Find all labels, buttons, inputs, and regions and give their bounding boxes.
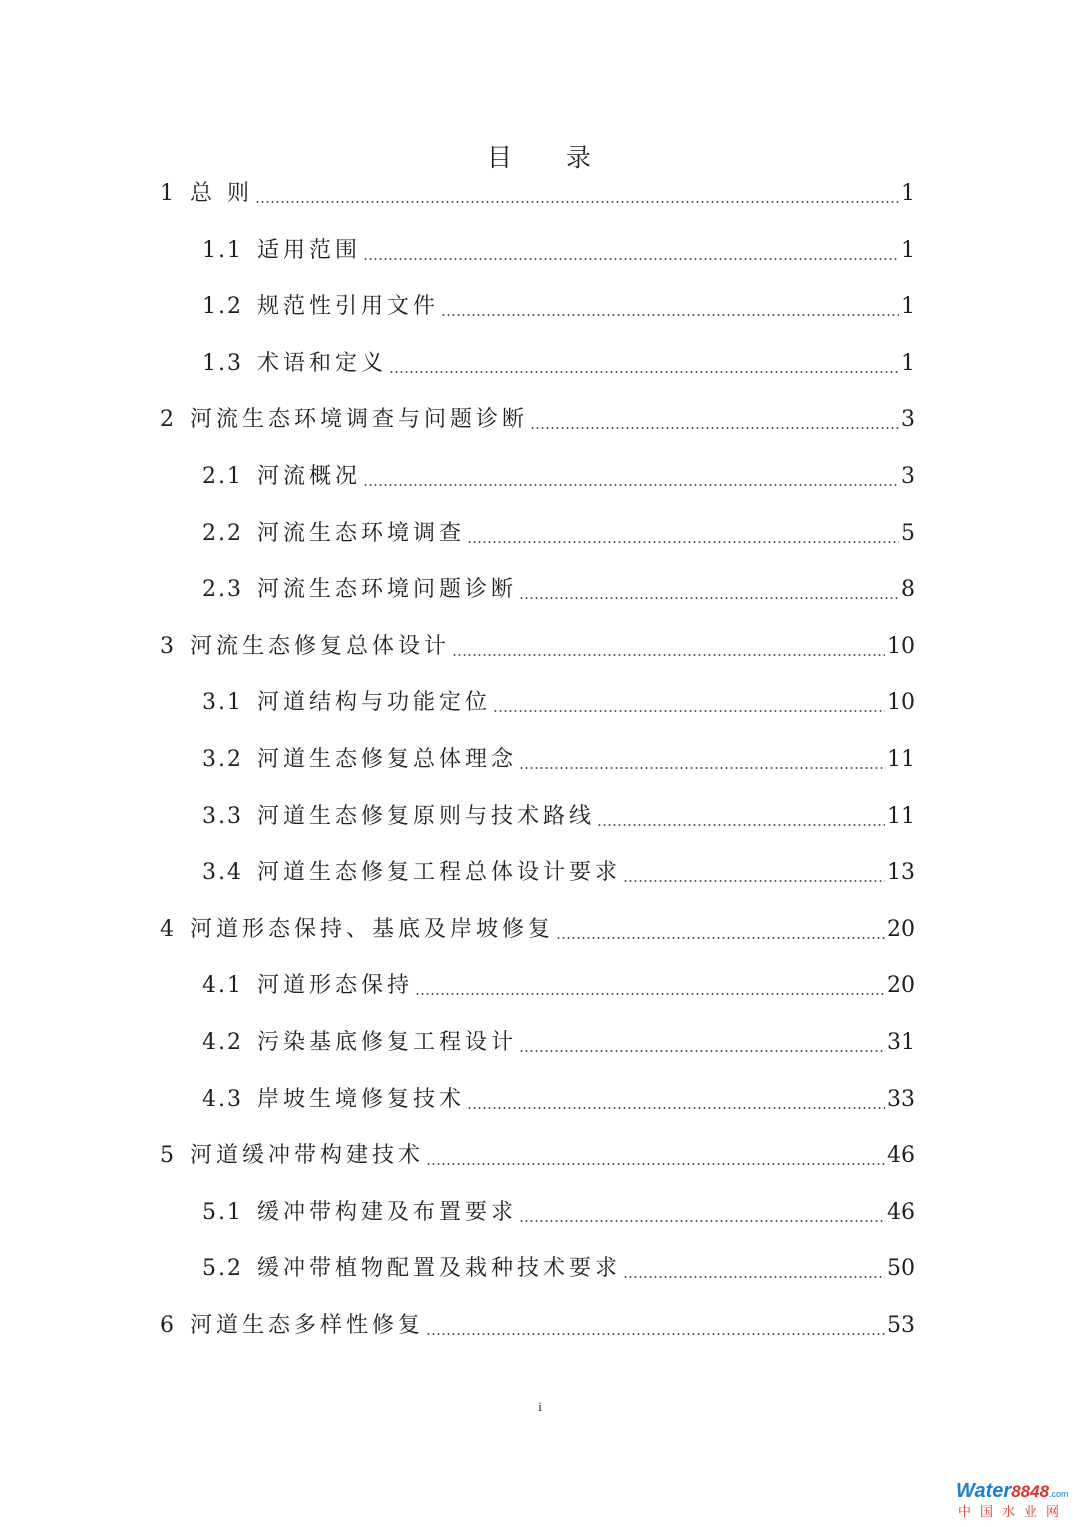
toc-entry-text: 河道生态修复工程总体设计要求: [257, 860, 622, 886]
toc-title: [0, 138, 1080, 174]
toc-leader-dots: [467, 1107, 885, 1109]
toc-entry-number: 3: [160, 633, 176, 659]
toc-leader-dots: [597, 824, 885, 826]
toc-entry-text: 河道生态多样性修复: [190, 1313, 425, 1338]
toc-leader-dots: [363, 484, 899, 486]
toc-entry-page: 20: [887, 916, 915, 942]
toc-entry[interactable]: [202, 795, 915, 839]
toc-entry-text: 缓冲带构建及布置要求: [257, 1199, 518, 1225]
toc-entry-number: 4: [160, 916, 176, 942]
toc-entry-page: 1: [901, 350, 915, 376]
toc-entry-number: 3.1: [202, 690, 243, 716]
toc-entry-page: 1: [901, 294, 915, 320]
toc-entry-number: 5.2: [202, 1256, 243, 1282]
watermark-logo-suffix: .com: [1049, 1489, 1069, 1499]
toc-entry[interactable]: [202, 1021, 915, 1065]
toc-entry[interactable]: [160, 172, 915, 216]
toc-entry[interactable]: [202, 851, 915, 895]
toc-entry-page: 46: [887, 1143, 915, 1169]
toc-entry-page: 1: [901, 237, 915, 263]
watermark-logo: [956, 1480, 1074, 1522]
watermark-logo-mark: [956, 1480, 1074, 1505]
toc-leader-dots: [623, 880, 885, 882]
footer-page-number: i: [538, 1399, 542, 1414]
toc-leader-dots: [363, 258, 899, 260]
toc-entry-page: 10: [887, 690, 915, 716]
toc-leader-dots: [467, 541, 899, 543]
toc-entry-page: 20: [887, 973, 915, 999]
toc-entry-page: 5: [901, 520, 915, 546]
toc-entry-page: 8: [901, 577, 915, 603]
toc-leader-dots: [519, 1220, 885, 1222]
toc-entry-text: 河道缓冲带构建技术: [190, 1143, 425, 1169]
toc-title-right: 录: [566, 143, 594, 172]
toc-entry-number: 4.1: [202, 973, 243, 999]
toc-entry[interactable]: [160, 398, 915, 442]
toc-entry-page: 31: [887, 1030, 915, 1055]
toc-title-left: 目: [486, 143, 514, 172]
toc-entry-page: 11: [887, 803, 915, 829]
toc-entry-text: 河道形态保持: [257, 973, 414, 999]
toc-entry-number: 5.1: [202, 1199, 243, 1225]
toc-leader-dots: [530, 427, 899, 429]
watermark-logo-number: 8848: [1011, 1482, 1050, 1501]
toc-leader-dots: [556, 937, 885, 939]
toc-entry-page: 10: [887, 633, 915, 659]
toc-entry-number: 6: [160, 1313, 176, 1338]
toc-entry[interactable]: [202, 342, 915, 386]
toc-entry[interactable]: [202, 681, 915, 725]
toc-entry-text: 河流生态环境调查与问题诊断: [190, 407, 529, 433]
toc-entry-page: 33: [887, 1086, 915, 1112]
toc-entry-page: 1: [901, 181, 915, 206]
toc-entry-text: 术语和定义: [257, 350, 388, 376]
toc-entry[interactable]: [202, 455, 915, 499]
toc-leader-dots: [452, 654, 885, 656]
toc-entry-text: 河道生态修复总体理念: [257, 747, 518, 772]
toc-entry[interactable]: [202, 229, 915, 273]
toc-entry-number: 2.1: [202, 464, 243, 489]
toc-entry-text: 河流生态环境调查: [257, 520, 466, 546]
toc-leader-dots: [519, 1050, 885, 1052]
toc-entry-number: 1: [160, 181, 176, 206]
toc-leader-dots: [519, 597, 899, 599]
toc-entry[interactable]: [160, 1304, 915, 1348]
toc-entry-number: 2.3: [202, 577, 243, 603]
toc-leader-dots: [415, 993, 885, 995]
watermark-subtitle: 中国水业网: [958, 1505, 1069, 1520]
toc-entry-text: 河道形态保持、基底及岸坡修复: [190, 916, 555, 942]
toc-entry-number: 1.1: [202, 237, 243, 263]
toc-leader-dots: [426, 1333, 885, 1335]
toc-entry-text: 河道生态修复原则与技术路线: [257, 803, 596, 829]
toc-entry-text: 河流生态修复总体设计: [190, 633, 451, 659]
toc-entry-number: 3.4: [202, 860, 243, 886]
toc-entry-number: 2.2: [202, 520, 243, 546]
toc-entry-number: 1.2: [202, 294, 243, 320]
toc-leader-dots: [519, 767, 885, 769]
toc-entry-page: 13: [887, 860, 915, 886]
toc-leader-dots: [255, 201, 899, 203]
toc-entry[interactable]: [202, 512, 915, 556]
toc-leader-dots: [389, 371, 899, 373]
toc-entry-page: 3: [901, 407, 915, 433]
toc-entry[interactable]: [160, 1134, 915, 1178]
toc-entry-number: 4.3: [202, 1086, 243, 1112]
toc-entry[interactable]: [202, 1191, 915, 1235]
toc-entry-page: 46: [887, 1199, 915, 1225]
toc-entry-text: 缓冲带植物配置及栽种技术要求: [257, 1256, 622, 1282]
toc-entry-page: 3: [901, 464, 915, 489]
toc-entry-page: 50: [887, 1256, 915, 1282]
toc-entry-number: 3.2: [202, 747, 243, 772]
toc-leader-dots: [426, 1163, 885, 1165]
toc-leader-dots: [493, 710, 885, 712]
toc-leader-dots: [623, 1276, 885, 1278]
toc-entry[interactable]: [202, 964, 915, 1008]
toc-leader-dots: [441, 314, 899, 316]
toc-entry[interactable]: [202, 1247, 915, 1291]
toc-entry-text: 河流概况: [257, 464, 362, 489]
toc-entry-text: 岸坡生境修复技术: [257, 1086, 466, 1112]
toc-entry-page: 11: [887, 747, 915, 772]
toc-entry[interactable]: [202, 1078, 915, 1122]
watermark-logo-text: Water: [956, 1480, 1012, 1502]
toc-entry[interactable]: [202, 568, 915, 612]
toc-entry-text: 污染基底修复工程设计: [257, 1030, 518, 1055]
toc-entry[interactable]: [160, 625, 915, 669]
toc-entry-text: 规范性引用文件: [257, 294, 440, 320]
toc-entry-text: 适用范围: [257, 237, 362, 263]
toc-entry[interactable]: [160, 908, 915, 952]
toc-entry-number: 4.2: [202, 1030, 243, 1055]
toc-entry[interactable]: [202, 738, 915, 782]
toc-entry-number: 2: [160, 407, 176, 433]
toc-entry-number: 5: [160, 1143, 176, 1169]
toc-entry-page: 53: [887, 1313, 915, 1338]
toc-entry-text: 总 则: [190, 181, 253, 206]
toc-entry-number: 3.3: [202, 803, 243, 829]
toc-entry-number: 1.3: [202, 350, 243, 376]
toc-entry[interactable]: [202, 285, 915, 329]
toc-entry-text: 河流生态环境问题诊断: [257, 577, 518, 603]
toc-entry-text: 河道结构与功能定位: [257, 690, 492, 716]
